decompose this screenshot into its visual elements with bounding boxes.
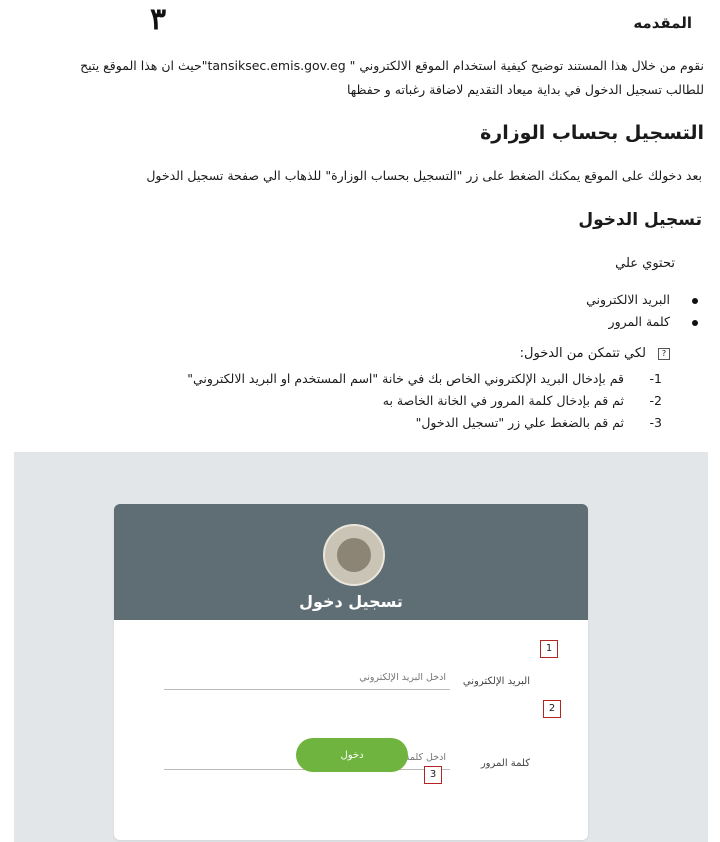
contains-text: تحتوي علي <box>615 256 675 271</box>
login-heading: تسجيل الدخول <box>578 210 702 230</box>
list-item: -2ثم قم بإدخال كلمة المرور في الخانة الخاصة به <box>382 393 662 408</box>
list-item: -1قم بإدخال البريد الإلكتروني الخاص بك في خانة "اسم المستخدم او البريد الالكتروني" <box>187 371 662 386</box>
ministry-logo <box>323 524 385 586</box>
list-item: كلمة المرور <box>586 311 698 333</box>
login-card-header <box>114 504 588 620</box>
login-button[interactable]: دخول <box>296 738 408 772</box>
intro-line-2: للطالب تسجيل الدخول في بداية ميعاد التقديم لاضافة رغباته و حفظها <box>346 82 704 97</box>
steps-heading: ?لكي تتمكن من الدخول: <box>520 346 670 361</box>
list-item: -3ثم قم بالضغط علي زر "تسجيل الدخول" <box>415 415 662 430</box>
email-label: البريد الإلكتروني <box>462 676 530 687</box>
intro-heading: المقدمه <box>633 14 692 32</box>
password-label: كلمة المرور <box>480 758 530 769</box>
login-card <box>114 504 588 840</box>
annotation-marker-3: 3 <box>424 766 442 784</box>
email-field[interactable] <box>164 672 450 690</box>
annotation-marker-1: 1 <box>540 640 558 658</box>
bullet-icon <box>692 320 698 326</box>
annotation-marker-2: 2 <box>543 700 561 718</box>
email-field-group <box>174 666 530 706</box>
fields-list <box>586 289 698 333</box>
ministry-heading: التسجيل بحساب الوزارة <box>480 122 704 144</box>
login-card-title: تسجيل دخول <box>299 592 403 611</box>
ministry-text: بعد دخولك على الموقع يمكنك الضغط على زر "التسجيل بحساب الوزارة" للذهاب الي صفحة تسجيل الدخول <box>146 168 702 183</box>
list-item: البريد الالكتروني <box>586 289 698 311</box>
checkbox-icon: ? <box>658 348 670 360</box>
steps-list <box>187 368 662 434</box>
bullet-icon <box>692 298 698 304</box>
eagle-emblem-icon <box>337 538 371 572</box>
intro-line-1: نقوم من خلال هذا المستند توضيح كيفية استخدام الموقع الالكتروني " tansiksec.emis.gov.eg"حيث ان هذا الموقع يتيح <box>80 58 704 73</box>
page-number: ٣ <box>150 2 167 37</box>
intro-paragraph <box>4 54 704 102</box>
login-screenshot <box>14 452 708 842</box>
